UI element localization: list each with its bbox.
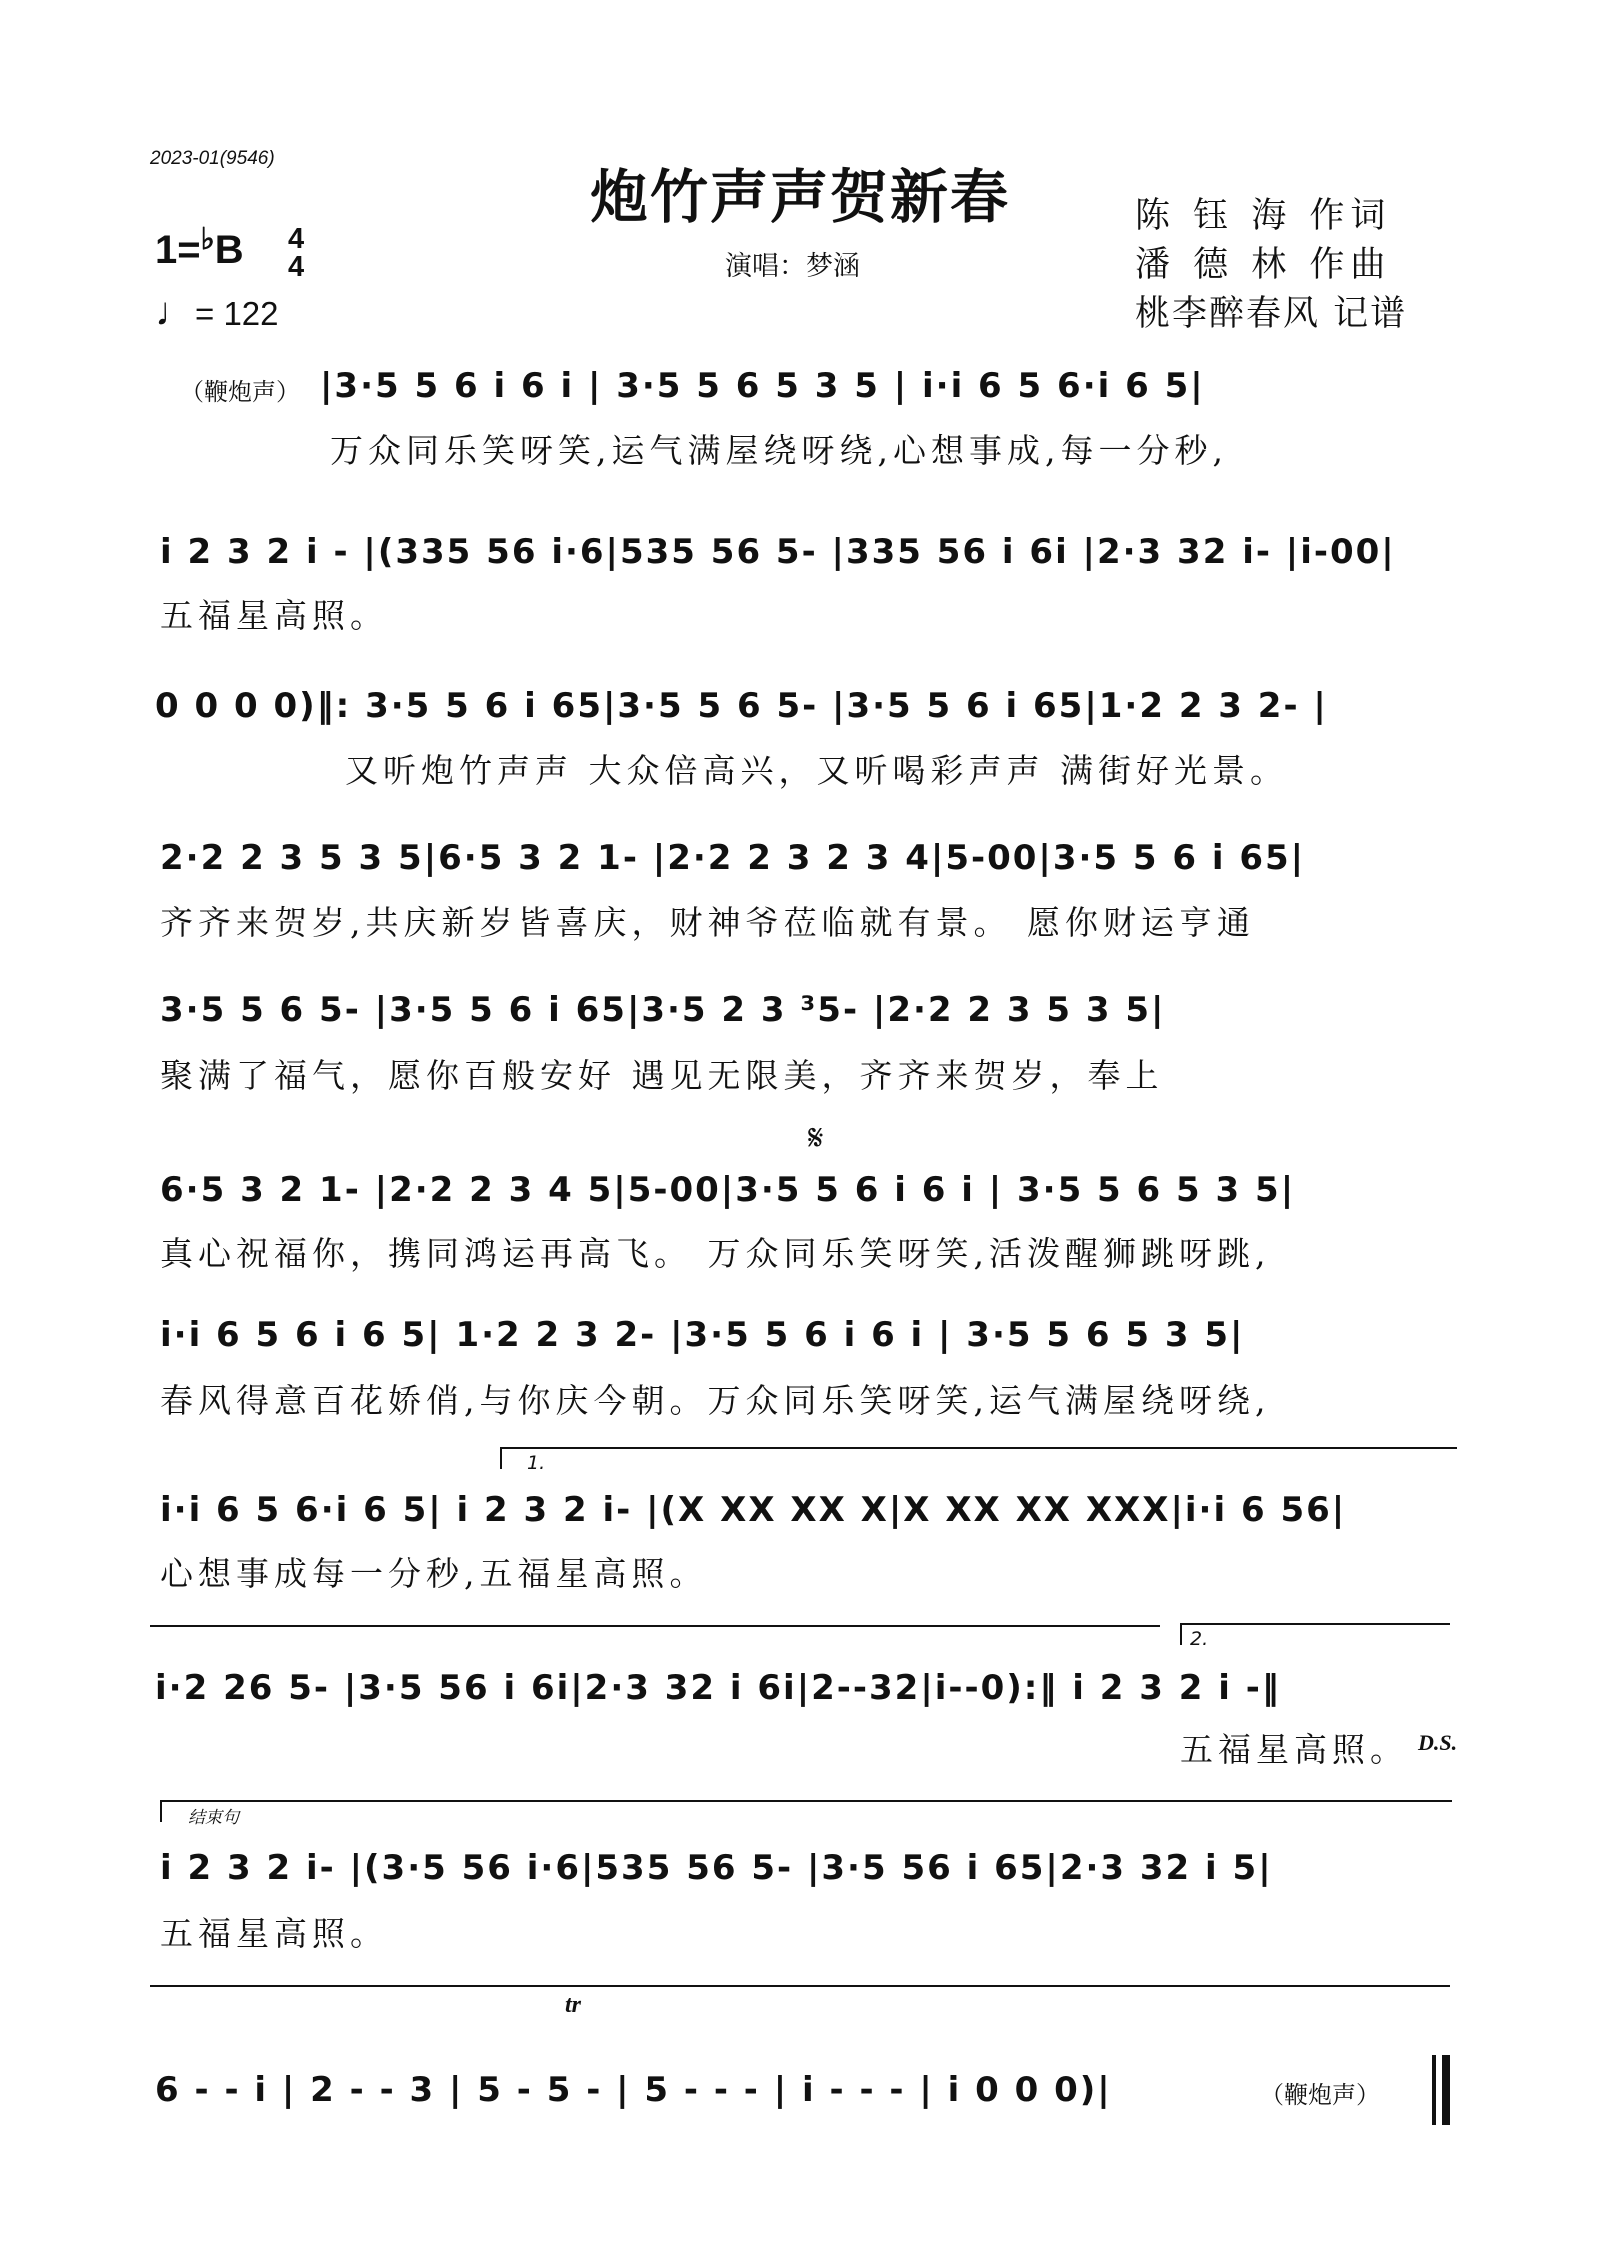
lyrics-line-5: 聚满了福气，愿你百般安好 遇见无限美，齐齐来贺岁，奉上	[160, 1056, 1164, 1095]
lyrics-line-3: 又听炮竹声声 大众倍高兴，又听喝彩声声 满街好光景。	[345, 751, 1288, 790]
lyrics-line-6: 真心祝福你，携同鸿运再高飞。 万众同乐笑呀笑,活泼醒狮跳呀跳,	[160, 1234, 1271, 1273]
quarter-note-icon: ♩	[155, 290, 195, 334]
notation-line-9: i·2 26 5- |3·5 56 i 6i|2·3 32 i 6i|2--32|i--0):‖ i 2 3 2 i -‖	[155, 1668, 1281, 1708]
ending-bracket	[160, 1800, 1452, 1822]
lyrics-line-1: 万众同乐笑呀笑,运气满屋绕呀绕,心想事成,每一分秒,	[330, 431, 1228, 470]
final-barline	[1432, 2055, 1436, 2125]
score-code: 2023-01(9546)	[150, 148, 275, 169]
firecracker-sound-intro: （鞭炮声）	[180, 378, 300, 406]
segno-mark: 𝄋	[808, 1118, 824, 1159]
notation-line-1: |3·5 5 6 i 6 i | 3·5 5 6 5 3 5 | i·i 6 5 6·i 6 5|	[320, 366, 1205, 406]
volta-2-bracket	[1180, 1623, 1450, 1645]
notation-line-3: 0 0 0 0)‖: 3·5 5 6 i 65|3·5 5 6 5- |3·5 5 6 i 65|1·2 2 3 2- |	[155, 686, 1328, 726]
volta-1-label: 1.	[527, 1452, 546, 1474]
notation-line-4: 2·2 2 3 5 3 5|6·5 3 2 1- |2·2 2 3 2 3 4|5-00|3·5 5 6 i 65|	[160, 838, 1306, 878]
lyricist-credit: 陈 钰 海 作词	[1135, 196, 1392, 236]
ds-mark: D.S.	[1418, 1730, 1458, 1755]
lyrics-line-7: 春风得意百花娇俏,与你庆今朝。万众同乐笑呀笑,运气满屋绕呀绕,	[160, 1381, 1271, 1420]
key-letter: B	[214, 228, 244, 272]
lyrics-line-2: 五福星高照。	[160, 596, 388, 635]
lyrics-line-4: 齐齐来贺岁,共庆新岁皆喜庆，财神爷莅临就有景。 愿你财运亨通	[160, 903, 1255, 942]
lyrics-line-8: 心想事成每一分秒,五福星高照。	[160, 1554, 708, 1593]
transcriber-credit: 桃李醉春风 记谱	[1135, 294, 1408, 334]
singer-credit: 演唱：梦涵	[725, 251, 860, 282]
tempo-value: = 122	[195, 295, 279, 332]
ending-label: 结束句	[188, 1808, 239, 1828]
notation-line-6: 6·5 3 2 1- |2·2 2 3 4 5|5-00|3·5 5 6 i 6 i | 3·5 5 6 5 3 5|	[160, 1170, 1296, 1210]
final-system-line	[150, 1985, 1450, 1987]
tempo-marking	[155, 290, 279, 335]
firecracker-sound-outro: （鞭炮声）	[1260, 2081, 1380, 2109]
notation-line-7: i·i 6 5 6 i 6 5| 1·2 2 3 2- |3·5 5 6 i 6 i | 3·5 5 6 5 3 5|	[160, 1315, 1245, 1355]
composer-credit: 潘 德 林 作曲	[1135, 245, 1392, 285]
lyrics-line-9: 五福星高照。	[1180, 1730, 1408, 1769]
volta-1-bracket	[500, 1447, 1457, 1469]
trill-mark: tr	[565, 1992, 582, 2018]
time-bottom: 4	[288, 251, 305, 283]
notation-line-2: i 2 3 2 i - |(335 56 i·6|535 56 5- |335 56 i 6i |2·3 32 i- |i-00|	[160, 532, 1396, 572]
final-barline-thick	[1442, 2055, 1450, 2125]
notation-line-5: 3·5 5 6 5- |3·5 5 6 i 65|3·5 2 3 ³5- |2·2 2 3 5 3 5|	[160, 990, 1166, 1030]
flat-sign: ♭	[200, 223, 215, 256]
song-title: 炮竹声声贺新春	[589, 163, 1010, 231]
system-top-line	[150, 1625, 1160, 1627]
notation-line-10: i 2 3 2 i- |(3·5 56 i·6|535 56 5- |3·5 56 i 65|2·3 32 i 5|	[160, 1848, 1273, 1888]
notation-line-11: 6 - - i | 2 - - 3 | 5 - 5 - | 5 - - - | i - - - | i 0 0 0)|	[155, 2070, 1112, 2110]
time-top: 4	[288, 223, 305, 255]
key-prefix: 1=	[155, 228, 201, 272]
notation-line-8: i·i 6 5 6·i 6 5| i 2 3 2 i- |(X XX XX X|X XX XX XXX|i·i 6 56|	[160, 1490, 1347, 1530]
key-signature	[155, 223, 244, 273]
time-signature	[288, 225, 304, 281]
volta-2-label: 2.	[1190, 1628, 1209, 1650]
lyrics-line-10: 五福星高照。	[160, 1914, 388, 1953]
